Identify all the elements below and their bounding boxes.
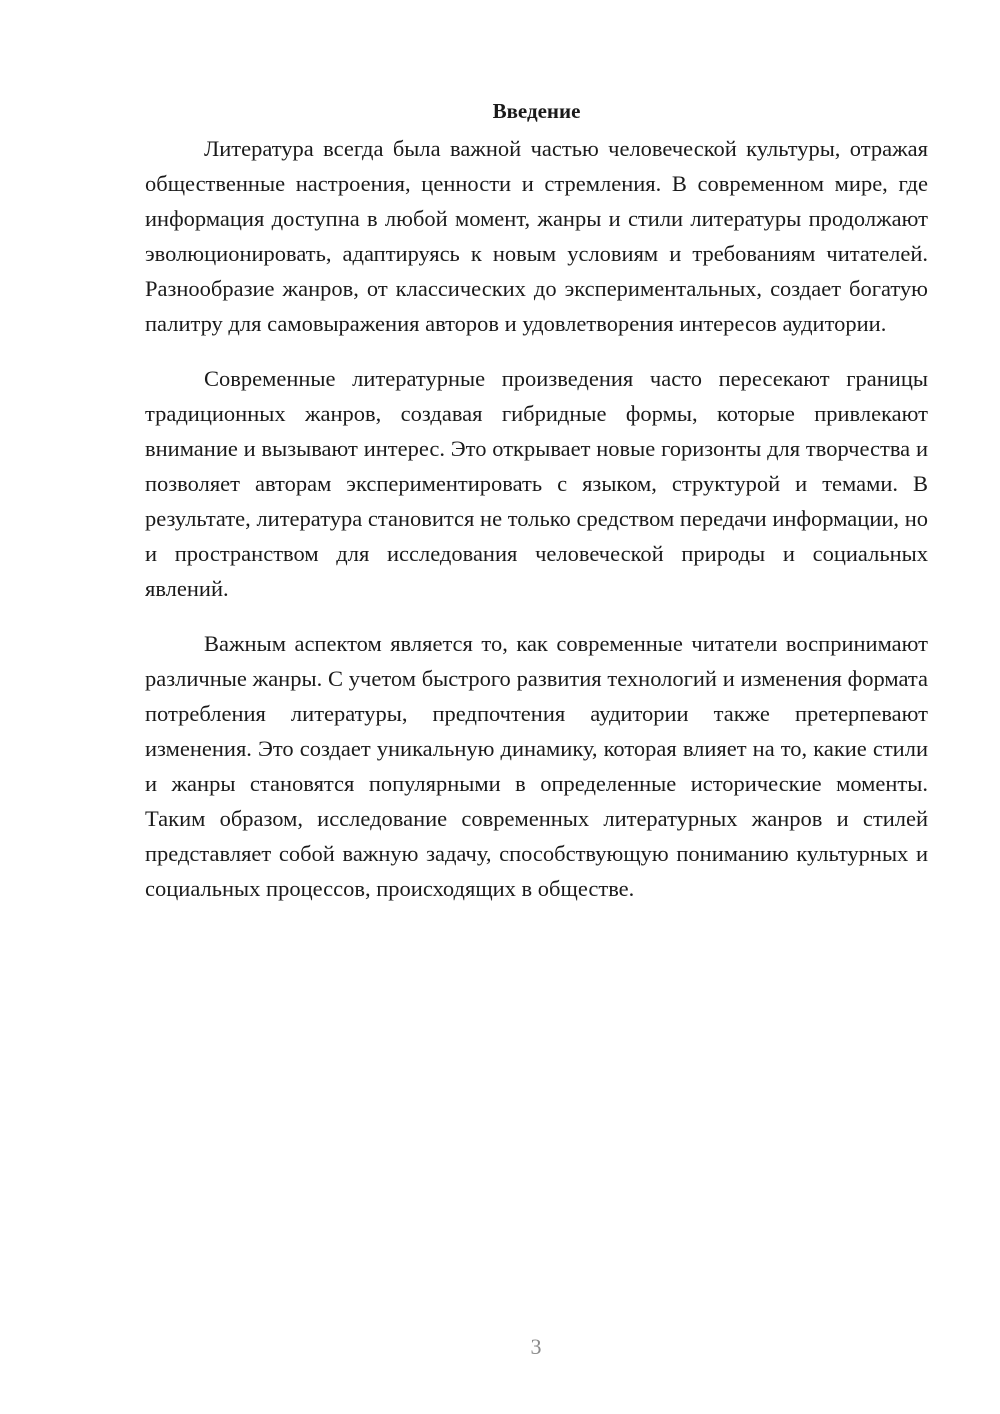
paragraph-3: Важным аспектом является то, как современные читатели воспринимают различные жанры. С учетом быстрого развития технологий и изменения формата потребления литературы, предпочтения аудитории также претерпевают изменения. Это создает уникальную динамику, которая влияет на то, какие стили и жанры становятся популярными в определенные исторические моменты. Таким образом, исследование современных литературных жанров и стилей представляет собой важную задачу, способствующую пониманию культурных и социальных процессов, происходящих в обществе.: [145, 631, 928, 901]
paragraph-2: Современные литературные произведения часто пересекают границы традиционных жанров, создавая гибридные формы, которые привлекают внимание и вызывают интерес. Это открывает новые горизонты для творчества и позволяет авторам экспериментировать с языком, структурой и темами. В результате, литература становится не только средством передачи информации, но и пространством для исследования человеческой природы и социальных явлений.: [145, 366, 928, 601]
page-content: [145, 95, 928, 926]
paragraph-1: Литература всегда была важной частью человеческой культуры, отражая общественные настроения, ценности и стремления. В современном мире, где информация доступна в любой момент, жанры и стили литературы продолжают эволюционировать, адаптируясь к новым условиям и требованиям читателей. Разнообразие жанров, от классических до экспериментальных, создает богатую палитру для самовыражения авторов и удовлетворения интересов аудитории.: [145, 136, 928, 336]
page-number: 3: [530, 1334, 542, 1359]
section-heading: Введение: [492, 99, 581, 123]
